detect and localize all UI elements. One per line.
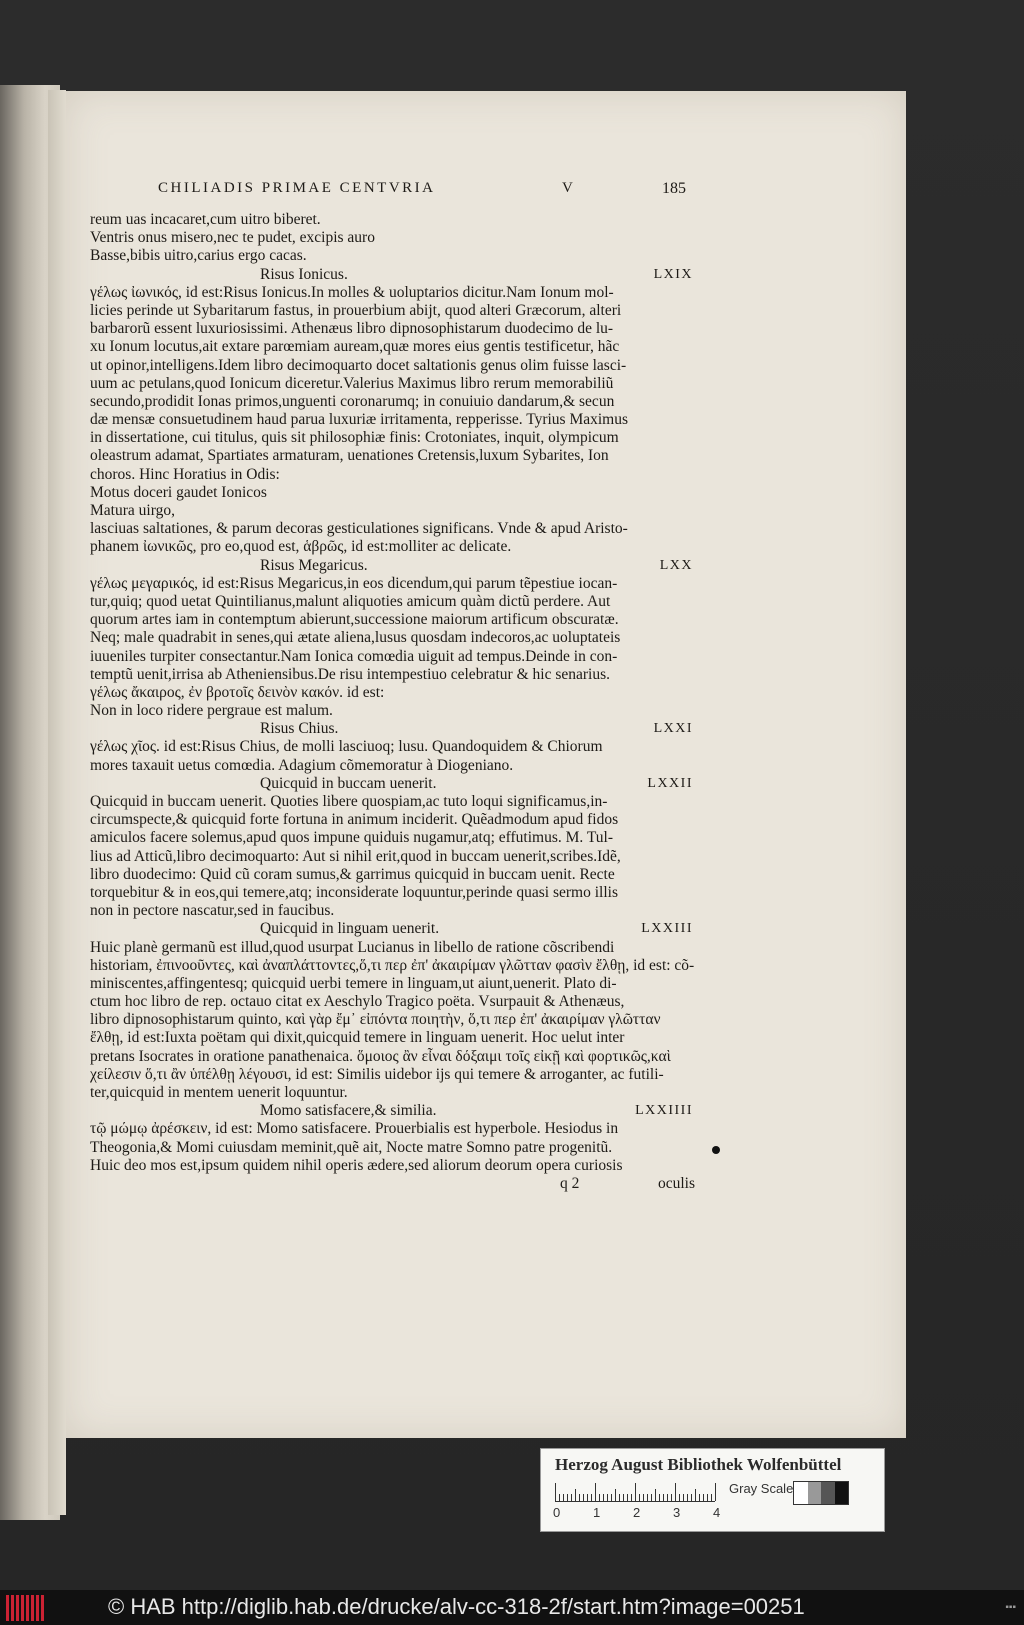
text-line: τῷ μώμῳ ἀρέσκειν, id est: Momo satisfacere. Prouerbialis est hyperbole. Hesiodus in	[90, 1120, 619, 1138]
text-line: ἔλθῃ, id est:Iuxta poëtam qui dixit,quicquid temere in linguam uenerit. Hoc uelut inter	[90, 1029, 625, 1047]
adage-heading	[90, 720, 695, 738]
ruler-tick	[559, 1494, 560, 1501]
text-line: Motus doceri gaudet Ionicos	[90, 483, 267, 501]
ruler-tick	[663, 1494, 664, 1501]
text-line: phanem ἰωνικῶς, pro eo,quod est, ἁβρῶς, id est:molliter ac delicate.	[90, 538, 512, 556]
ruler-tick	[679, 1494, 680, 1501]
text-line: historiam, ἐπινοοῦντες, καὶ ἀναπλάττοντες,ὅ,τι περ ἐπ' ἀκαιρίμαν γλῶτταν φασὶν ἔλθῃ, id est: cõ-	[90, 956, 695, 974]
page-gutter	[48, 90, 66, 1515]
adage-title: Risus Megaricus.	[260, 556, 368, 574]
running-head-section: V	[562, 180, 576, 196]
gray-scale-label: Gray Scale	[729, 1481, 794, 1496]
ruler-tick	[583, 1494, 584, 1501]
adage-heading	[90, 775, 695, 793]
text-line: Ventris onus misero,nec te pudet, excipis auro	[90, 229, 375, 247]
text-line: Huic planè germanũ est illud,quod usurpat Lucianus in libello de ratione cõscribendi	[90, 938, 615, 956]
text-line: ctum hoc libro de rep. octauo citat ex Aeschylo Tragico poëta. Vsurpauit & Athenæus,	[90, 993, 625, 1011]
ruler-tick	[599, 1494, 600, 1501]
text-line: γέλως ἰωνικός, id est:Risus Ionicus.In molles & uoluptarios dicitur.Nam Ionum mol-	[90, 283, 614, 301]
text-line: libro duodecimo: Quid cũ coram sumus,& garrimus quicquid in buccam uenit. Recte	[90, 865, 615, 883]
text-line: secundo,prodidit Ionas primos,unguenti coronarumq; in conuiuio dandarum,& secun	[90, 392, 615, 410]
ruler-tick	[671, 1494, 672, 1501]
ruler-tick	[595, 1483, 596, 1501]
page-text	[90, 211, 695, 1193]
ink-spot	[712, 1146, 720, 1154]
ruler-tick	[567, 1494, 568, 1501]
ruler-tick	[659, 1494, 660, 1501]
ruler-tick	[635, 1483, 636, 1501]
text-line: licies perinde ut Sybaritarum fastus, in prouerbium abijt, quod alteri Græcorum, alteri	[90, 301, 622, 319]
ruler-tick	[703, 1494, 704, 1501]
ruler-tick	[579, 1494, 580, 1501]
page-footer-line	[90, 1175, 695, 1193]
adage-number: LXXII	[647, 775, 693, 791]
ruler-tick	[627, 1494, 628, 1501]
text-line: miniscentes,affingentesq; quicquid uerbi temere in linguam,ut aiunt,uenerit. Plato di-	[90, 974, 617, 992]
ruler-tick	[619, 1494, 620, 1501]
text-line: reum uas incacaret,cum uitro biberet.	[90, 211, 321, 228]
library-color-label	[540, 1448, 885, 1532]
scale-ruler	[555, 1481, 715, 1502]
adage-title: Risus Ionicus.	[260, 265, 348, 283]
ruler-tick	[675, 1483, 676, 1501]
ruler-tick	[555, 1483, 556, 1501]
text-line: lius ad Atticũ,libro decimoquarto: Aut si nihil erit,quod in buccam uenerit,scribes.Idẽ,	[90, 847, 621, 865]
text-line: lasciuas saltationes, & parum decoras gesticulationes significans. Vnde & apud Aristo-	[90, 520, 628, 538]
text-line: dæ mensæ consuetudinem haud parua luxuriæ irritamenta, repperisse. Tyrius Maximus	[90, 411, 629, 429]
scale-number: 4	[713, 1505, 721, 1520]
adage-number: LXXIII	[641, 921, 693, 937]
ruler-tick	[587, 1494, 588, 1501]
ruler-tick	[707, 1494, 708, 1501]
catchword: oculis	[657, 1174, 695, 1192]
adage-title: Quicquid in linguam uenerit.	[260, 920, 440, 938]
ruler-tick	[647, 1494, 648, 1501]
page-number: 185	[662, 180, 686, 197]
text-line: xu Ionum locutus,ait extare parœmiam auream,quæ mores eius gentis testificetur, hãc	[90, 338, 620, 356]
ruler-tick	[691, 1494, 692, 1501]
adage-heading	[90, 557, 695, 575]
ruler-tick	[603, 1494, 604, 1501]
scale-number: 3	[673, 1505, 681, 1520]
ruler-tick	[631, 1494, 632, 1501]
ruler-tick	[711, 1494, 712, 1501]
scale-number: 2	[633, 1505, 641, 1520]
hab-logo-icon	[6, 1595, 46, 1621]
text-line: libro dipnosophistarum quinto, καὶ γὰρ ἔμ᾽ εἰπόντα ποιητὴν, ὅ,τι περ ἐπ' ἀκαιρίμαν γλῶτταν	[90, 1011, 661, 1029]
signature-mark: q 2	[560, 1174, 580, 1192]
text-line: Quicquid in buccam uenerit. Quoties libere quospiam,ac tuto loqui significamus,in-	[90, 793, 608, 810]
text-line: mores taxauit uetus comœdia. Adagium cõmemoratur à Diogeniano.	[90, 756, 514, 774]
gray-scale-swatch	[793, 1481, 849, 1505]
ruler-tick	[623, 1494, 624, 1501]
ruler-tick	[651, 1494, 652, 1501]
text-line: barbarorũ essent luxuriosissimi. Athenæus libro dipnosophistarum duodecimo de lu-	[90, 320, 614, 338]
text-line: Neq; male quadrabit in senes,qui ætate aliena,lusus quosdam indecoros,ac uoluptateis	[90, 629, 621, 647]
text-line: temptũ uenit,irrisa ab Atheniensibus.De risu intempestiuo celebratur & hic senarius.	[90, 665, 610, 683]
ruler-tick	[615, 1489, 616, 1501]
scale-number: 0	[553, 1505, 561, 1520]
text-line: γέλως χῖος. id est:Risus Chius, de molli lasciuoq; lusu. Quandoquidem & Chiorum	[90, 738, 603, 756]
text-line: Basse,bibis uitro,carius ergo cacas.	[90, 247, 307, 265]
adage-heading	[90, 266, 695, 284]
adage-number: LXXI	[653, 721, 693, 737]
ruler-tick	[687, 1494, 688, 1501]
adage-heading	[90, 920, 695, 938]
text-line: Non in loco ridere pergraue est malum.	[90, 702, 333, 720]
footer-url-text: © HAB http://diglib.hab.de/drucke/alv-cc-318-2f/start.htm?image=00251	[108, 1594, 805, 1619]
adage-number: LXIX	[653, 266, 693, 282]
text-line: pretans Isocrates in oratione panathenaica. ὅμοιος ἂν εἶναι δόξαιμι τοῖς εἰκῇ καὶ φορτικῶς,καὶ	[90, 1047, 671, 1065]
text-line: circumspecte,& quicquid forte fortuna in animum inciderit. Quẽadmodum apud fidos	[90, 811, 619, 829]
ruler-tick	[575, 1489, 576, 1501]
scale-number: 1	[593, 1505, 601, 1520]
adage-title: Quicquid in buccam uenerit.	[260, 774, 437, 792]
ruler-tick	[563, 1494, 564, 1501]
ruler-tick	[699, 1494, 700, 1501]
text-line: torquebitur & in eos,qui temere,atq; inconsiderate loquuntur,perinde quasi sermo illis	[90, 883, 618, 901]
text-line: ut opinor,intelligens.Idem libro decimoquarto docet saltationis genus olim fuisse lasci-	[90, 356, 627, 374]
text-line: oleastrum adamat, Spartiates armaturam, uenationes Cretensis,luxum Sybarites, Ion	[90, 447, 609, 465]
ruler-tick	[655, 1489, 656, 1501]
footer-mark: ▪▪▪	[1005, 1602, 1016, 1613]
footer-bar	[0, 1590, 1024, 1625]
text-line: γέλως μεγαρικός, id est:Risus Megaricus,in eos dicendum,qui parum tẽpestiue iocan-	[90, 574, 618, 592]
adage-heading	[90, 1102, 695, 1120]
ruler-tick	[607, 1494, 608, 1501]
library-name: Herzog August Bibliothek Wolfenbüttel	[555, 1455, 842, 1474]
text-line: amiculos facere solemus,apud quos impune quiduis nugamur,atq; effutimus. M. Tul-	[90, 829, 614, 847]
adage-title: Risus Chius.	[260, 720, 339, 738]
text-line: quorum artes iam in contemptum abierunt,successione maiorum artificum obscuratæ.	[90, 611, 619, 629]
adage-number: LXX	[659, 557, 693, 573]
ruler-tick	[683, 1494, 684, 1501]
text-line: χείλεσιν ὅ,τι ἂν ὑπέλθῃ λέγουσι, id est: Similis uidebor ijs qui temere & arroganter, ac futili-	[90, 1065, 664, 1083]
adage-title: Momo satisfacere,& similia.	[260, 1102, 437, 1120]
text-line: tur,quiq; quod uetat Quintilianus,malunt aliquoties amicum quàm dictũ perdere. Aut	[90, 592, 611, 610]
ruler-tick	[667, 1494, 668, 1501]
running-head-title: CHILIADIS PRIMAE CENTVRIA	[158, 180, 436, 196]
text-line: in dissertatione, cui titulus, quis sit philosophiæ finis: Crotoniates, inquit, olympicum	[90, 429, 619, 447]
text-line: uum ac petulans,quod Ionicum diceretur.Valerius Maximus libro rerum memorabiliũ	[90, 374, 614, 392]
text-line: choros. Hinc Horatius in Odis:	[90, 465, 280, 483]
text-line: γέλως ἄκαιρος, ἐν βροτοῖς δεινὸν κακόν. id est:	[90, 683, 385, 701]
adage-number: LXXIIII	[635, 1103, 693, 1119]
text-line: Theogonia,& Momi cuiusdam meminit,quẽ ait, Nocte matre Somno patre progenitũ.	[90, 1138, 613, 1156]
ruler-tick	[591, 1494, 592, 1501]
ruler-tick	[715, 1483, 716, 1501]
text-line: Matura uirgo,	[90, 502, 175, 519]
ruler-tick	[643, 1494, 644, 1501]
ruler-tick	[611, 1494, 612, 1501]
text-line: iuueniles turpiter consectantur.Nam Ionica comœdia uiguit ad tempus.Deinde in con-	[90, 647, 618, 665]
ruler-tick	[571, 1494, 572, 1501]
ruler-tick	[695, 1489, 696, 1501]
ruler-tick	[639, 1494, 640, 1501]
text-line: ter,quicquid in mentem uenerit loquuntur.	[90, 1084, 348, 1101]
text-line: non in pectore nascatur,sed in faucibus.	[90, 902, 335, 920]
text-line: Huic deo mos est,ipsum quidem nihil operis ædere,sed aliorum deorum opera curiosis	[90, 1156, 623, 1174]
